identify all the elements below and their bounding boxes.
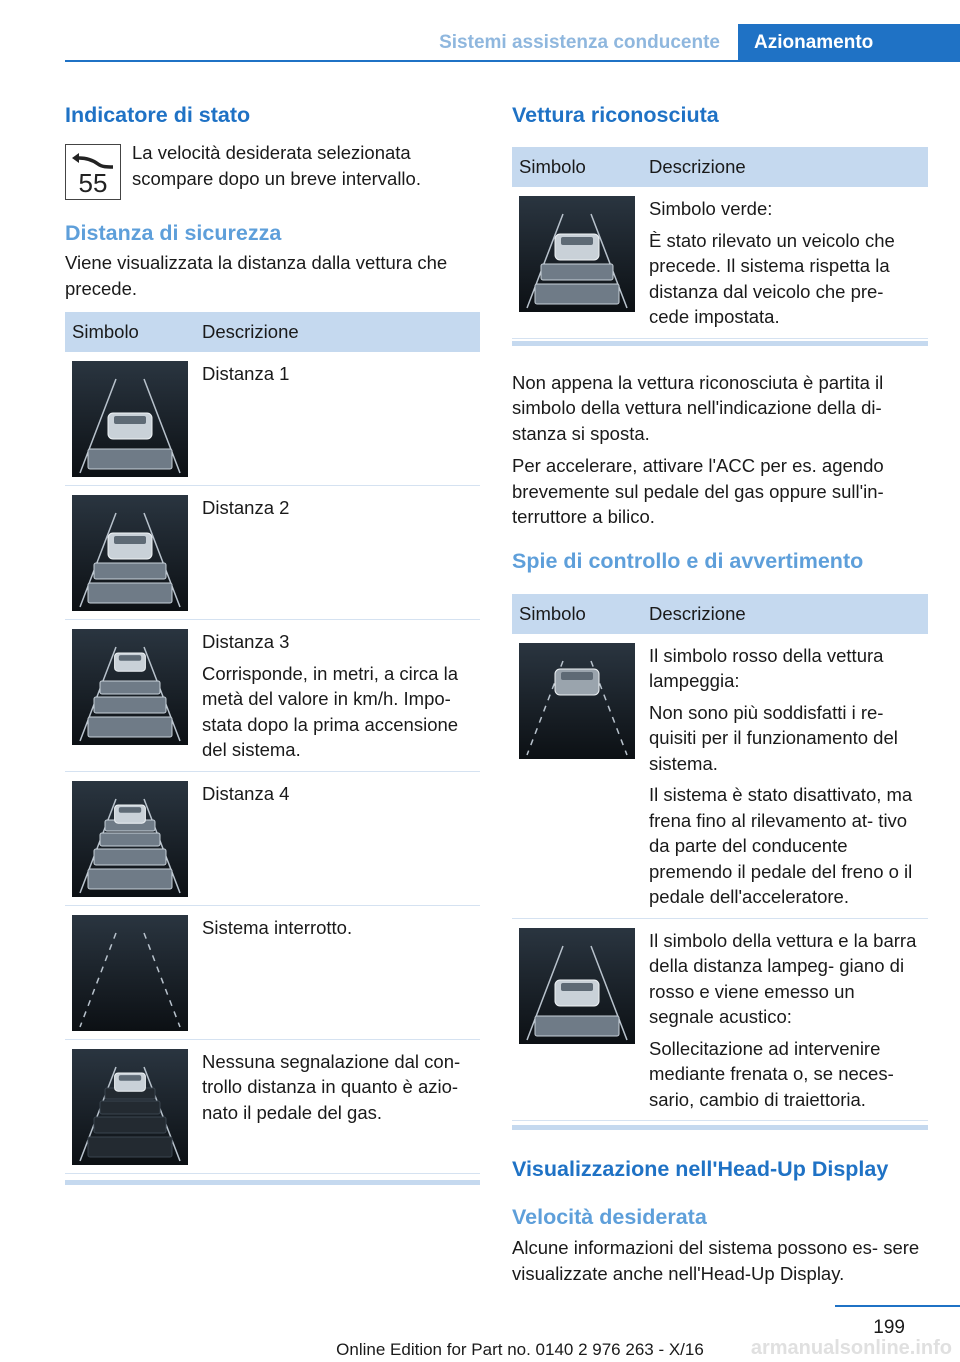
- cruise-speed-icon: [65, 144, 121, 200]
- description-text: Distanza 4: [202, 782, 290, 804]
- section-title: Sistemi assistenza conducente: [439, 32, 720, 53]
- table-row: [512, 187, 928, 338]
- description-cell: [195, 352, 480, 486]
- description-cell: [642, 634, 928, 919]
- description-text: Distanza 1: [202, 363, 290, 384]
- right-column: [512, 100, 928, 1286]
- description-text: Simbolo verde:: [649, 198, 773, 219]
- svg-text:55: 55: [78, 168, 108, 198]
- col-description: Descrizione: [195, 312, 480, 352]
- hud-heading: Visualizzazione nell'Head-Up Display: [512, 1157, 889, 1181]
- description-cell: [195, 620, 480, 772]
- speed-text: Alcune informazioni del sistema possono es‐ sere visualizzate anche nell'Head-Up Display.: [512, 1237, 920, 1284]
- distance-table-body: [65, 352, 480, 1173]
- description-text: Il simbolo della vettura e la barra della distanza lampeg‐ giano di rosso e viene emesso un segnale acustico:: [649, 929, 917, 1027]
- symbol-cell: [65, 620, 195, 772]
- detected-table: [512, 147, 928, 339]
- table-end-rule: [512, 341, 928, 346]
- symbol-cell: [65, 771, 195, 905]
- description-text: Sistema interrotto.: [202, 916, 353, 938]
- car-distance-2-icon: [72, 495, 188, 611]
- lights-table: [512, 594, 928, 1122]
- car-and-bar-red-icon: [519, 928, 635, 1044]
- col-symbol: Simbolo: [65, 312, 195, 352]
- description-text: Il sistema è stato disattivato, ma frena fino al rilevamento at‐ tivo da parte del conducente premendo il pedale del freno o il pedale dell'acceleratore.: [649, 784, 913, 907]
- symbol-cell: [65, 352, 195, 486]
- symbol-cell: [512, 187, 642, 338]
- symbol-cell: [65, 905, 195, 1039]
- table-row: [512, 634, 928, 919]
- speed-heading: Velocità desiderata: [512, 1205, 707, 1229]
- description-text: Non sono più soddisfatti i re‐ quisiti per il funzionamento del sistema.: [649, 701, 898, 774]
- car-distance-1-icon: [72, 361, 188, 477]
- description-cell: [642, 918, 928, 1121]
- table-row: [65, 620, 480, 772]
- paragraph-2: Per accelerare, attivare l'ACC per es. agendo brevemente sul pedale del gas oppure sull'in‐ terruttore a bilico.: [512, 455, 884, 527]
- table-row: [65, 352, 480, 486]
- page-number: 199: [873, 1317, 905, 1338]
- description-text: Distanza 3: [202, 631, 290, 652]
- symbol-cell: [512, 918, 642, 1121]
- symbol-cell: [65, 486, 195, 620]
- description-cell: [195, 771, 480, 905]
- description-text: Il simbolo rosso della vettura lampeggia:: [649, 644, 884, 691]
- description-cell: [195, 1039, 480, 1173]
- col-symbol: Simbolo: [512, 147, 642, 187]
- system-interrupted-icon: [72, 915, 188, 1031]
- car-detected-icon: [519, 196, 635, 312]
- no-signal-icon: [72, 1049, 188, 1165]
- table-end-rule: [65, 1180, 480, 1185]
- table-row: [65, 905, 480, 1039]
- table-end-rule: [512, 1125, 928, 1130]
- symbol-cell: [65, 1039, 195, 1173]
- table-row: [65, 486, 480, 620]
- description-text: Distanza 2: [202, 497, 290, 518]
- page-header: [0, 0, 960, 62]
- table-header-row: [65, 312, 480, 352]
- symbol-cell: [512, 634, 642, 919]
- detected-heading: Vettura riconosciuta: [512, 103, 719, 127]
- distance-table: [65, 312, 480, 1174]
- car-distance-3-icon: [72, 629, 188, 745]
- col-symbol: Simbolo: [512, 594, 642, 634]
- table-row: [65, 1039, 480, 1173]
- safety-text: Viene visualizzata la distanza dalla vettura che precede.: [65, 252, 448, 299]
- description-text: Nessuna segnalazione dal con‐ trollo distanza in quanto è azio‐ nato il pedale del gas.: [202, 1050, 461, 1123]
- safety-heading: Distanza di sicurezza: [65, 221, 282, 245]
- status-row: [65, 142, 480, 204]
- status-heading: Indicatore di stato: [65, 103, 251, 127]
- col-description: Descrizione: [642, 594, 928, 634]
- car-red-blinking-icon: [519, 643, 635, 759]
- chapter-tab: Azionamento: [738, 24, 960, 62]
- table-row: [65, 771, 480, 905]
- table-header-row: [512, 147, 928, 187]
- car-distance-4-icon: [72, 781, 188, 897]
- status-text: La velocità desiderata selezionata scompare dopo un breve intervallo.: [132, 142, 421, 189]
- description-text: È stato rilevato un veicolo che precede. Il sistema rispetta la distanza dal veicolo che pre‐ cede impostata.: [649, 229, 895, 327]
- header-rule: [65, 60, 738, 62]
- description-cell: [642, 187, 928, 338]
- description-cell: [195, 486, 480, 620]
- table-header-row: [512, 594, 928, 634]
- col-description: Descrizione: [642, 147, 928, 187]
- description-cell: [195, 905, 480, 1039]
- footer-edition: Online Edition for Part no. 0140 2 976 263 - X/16: [336, 1340, 704, 1359]
- lights-table-body: [512, 634, 928, 1121]
- detected-table-body: [512, 187, 928, 338]
- table-row: [512, 918, 928, 1121]
- footer-watermark: armanualsonline.info: [750, 1337, 952, 1359]
- lights-heading: Spie di controllo e di avvertimento: [512, 548, 864, 573]
- description-text: Corrisponde, in metri, a circa la metà del valore in km/h. Impo‐ stata dopo la prima accensione del sistema.: [202, 662, 459, 760]
- paragraph-1: Non appena la vettura riconosciuta è partita il simbolo della vettura nell'indicazione della di‐ stanza si sposta.: [512, 371, 884, 444]
- description-text: Sollecitazione ad intervenire mediante frenata o, se neces‐ sario, cambio di traiettoria.: [649, 1037, 894, 1110]
- footer-rule: [835, 1305, 960, 1307]
- left-column: [65, 100, 480, 1185]
